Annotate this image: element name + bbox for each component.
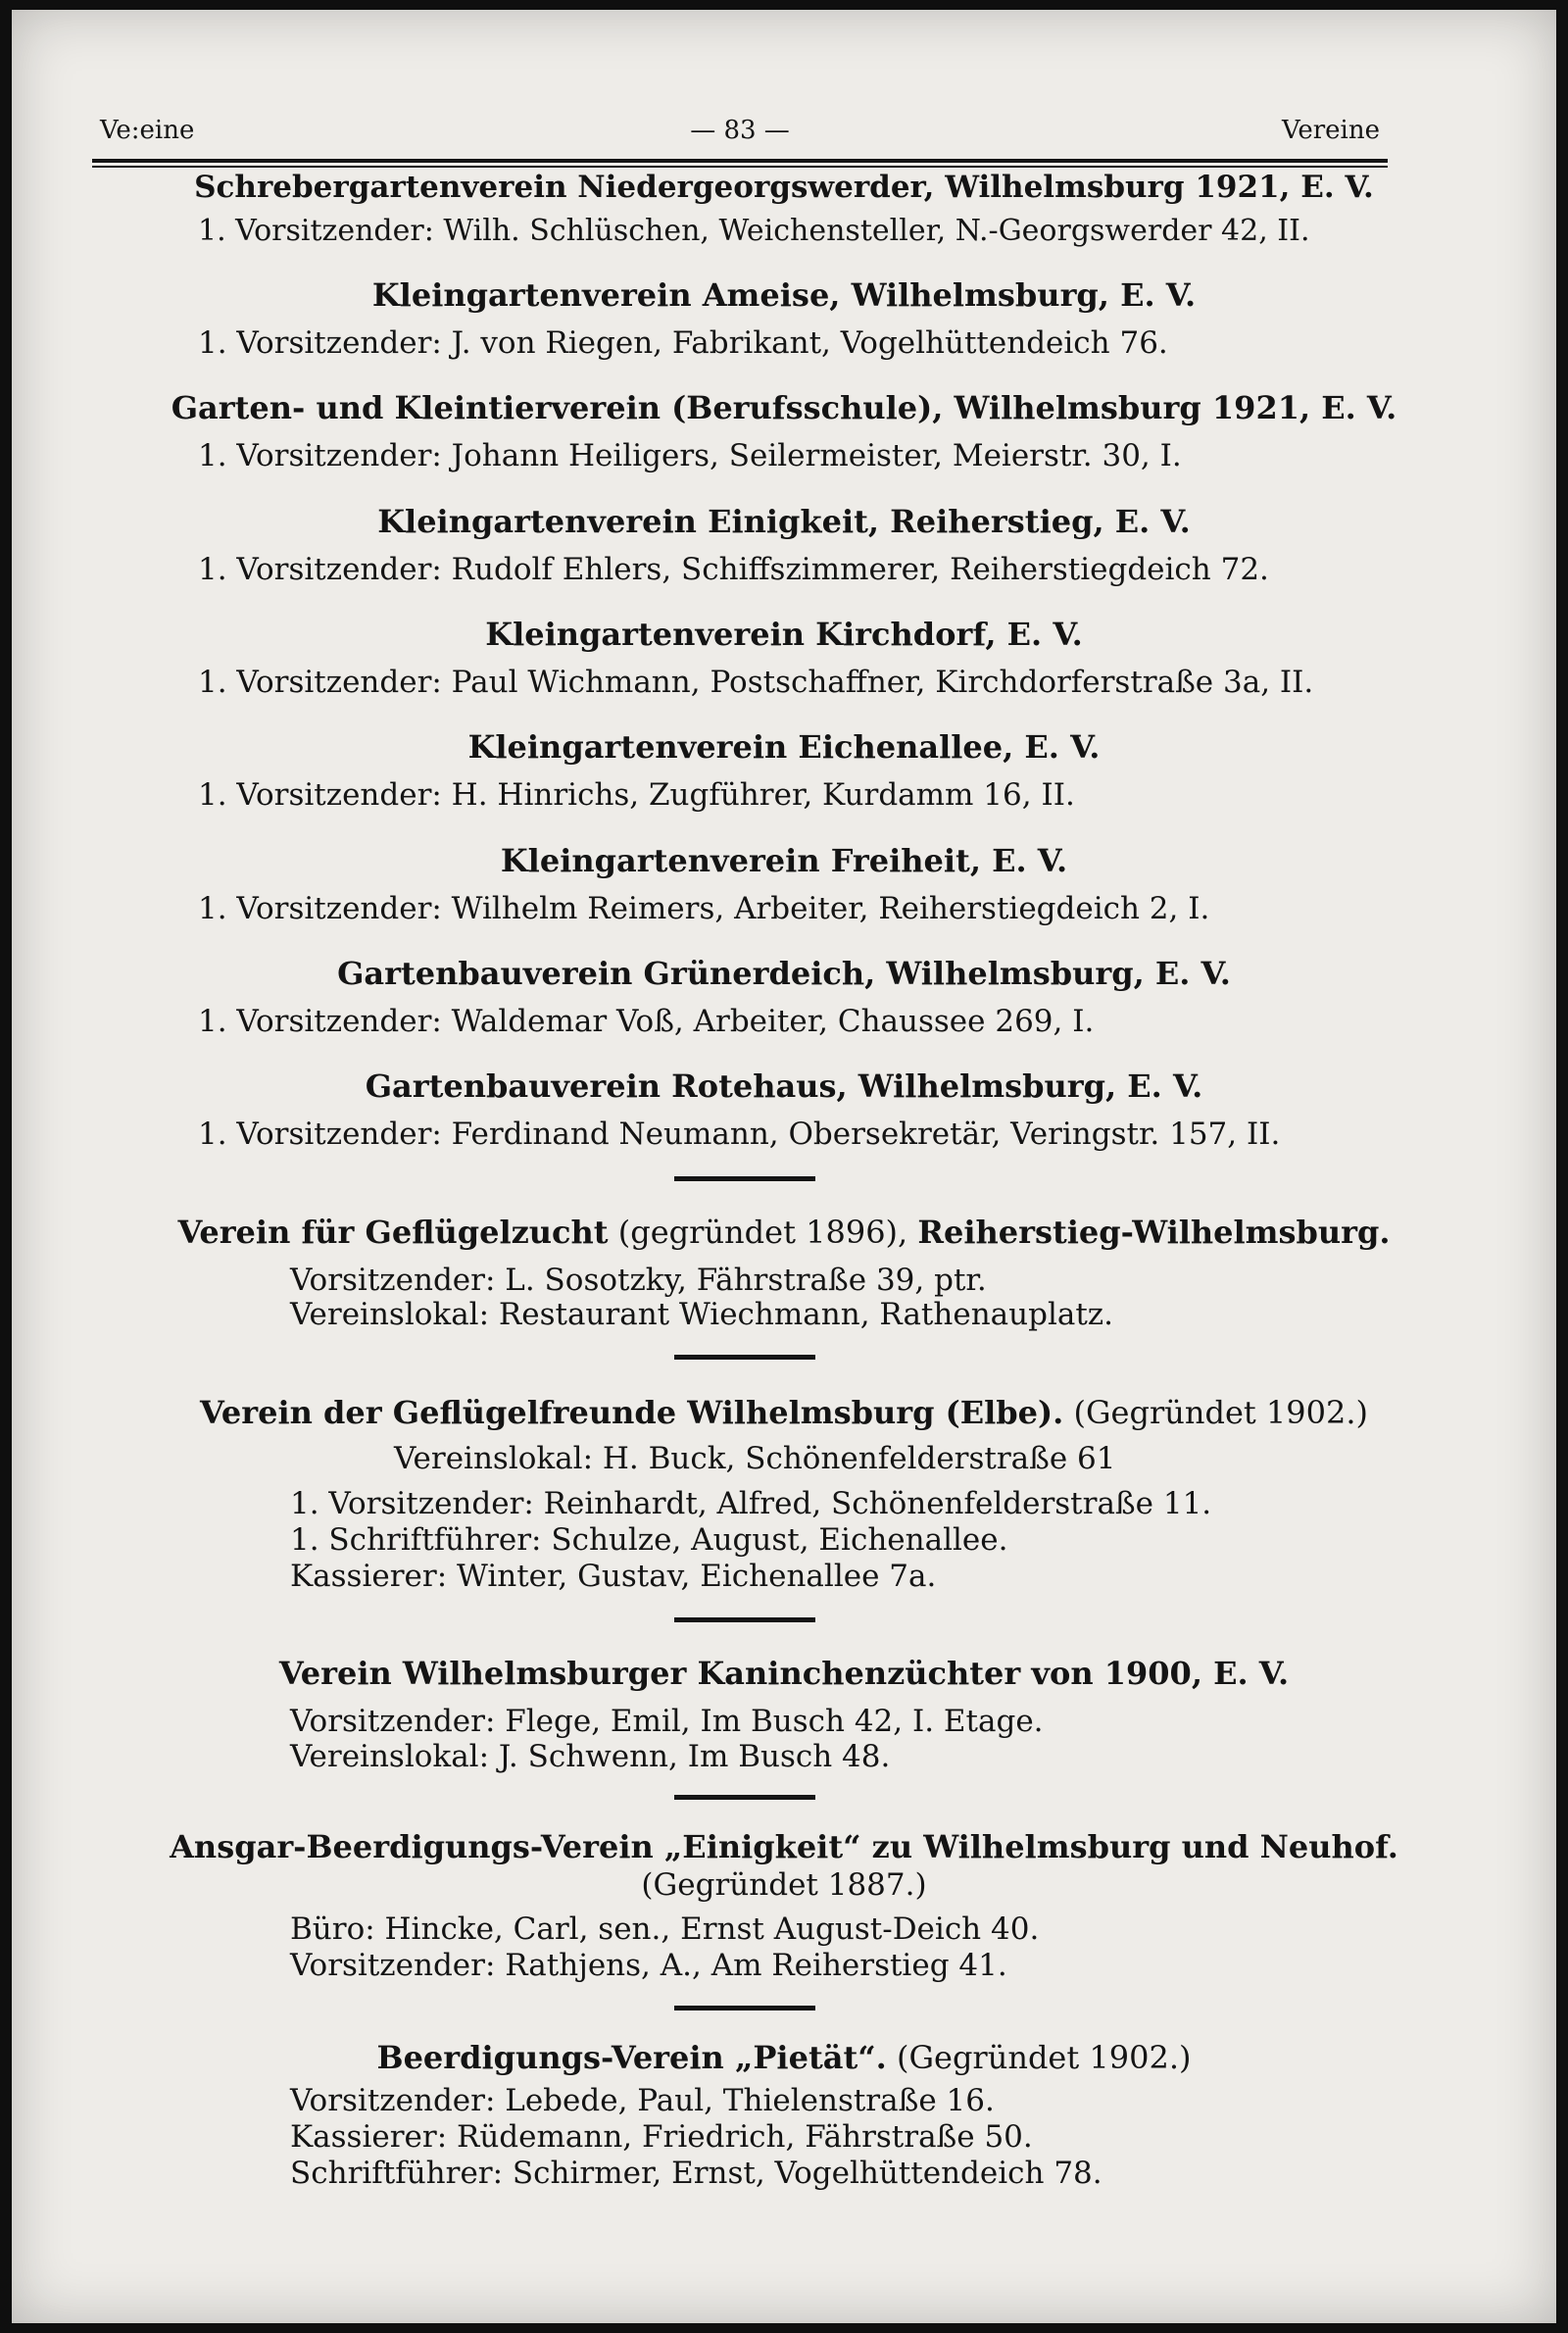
poultry-friends-line: 1. Schriftführer: Schulze, August, Eichenallee. <box>290 1522 1008 1558</box>
section-separator <box>674 1795 815 1800</box>
club-chair-line: 1. Vorsitzender: Waldemar Voß, Arbeiter, Chaussee 269, I. <box>198 1004 1095 1039</box>
club-title: Garten- und Kleintierverein (Berufsschule), Wilhelmsburg 1921, E. V. <box>171 389 1397 426</box>
burial-club-line: Vorsitzender: Rathjens, A., Am Reiherstieg 41. <box>290 1948 1007 1983</box>
poultry-friends-line: Vereinslokal: H. Buck, Schönenfelderstraße 61 <box>394 1441 1116 1476</box>
poultry-friends-line: Kassierer: Winter, Gustav, Eichenallee 7a. <box>290 1559 937 1594</box>
club-title: Gartenbauverein Rotehaus, Wilhelmsburg, E. V. <box>365 1067 1203 1105</box>
club-chair-line: 1. Vorsitzender: Rudolf Ehlers, Schiffszimmerer, Reiherstiegdeich 72. <box>198 552 1269 587</box>
club-chair-line: 1. Vorsitzender: Wilh. Schlüschen, Weichensteller, N.-Georgswerder 42, II. <box>198 214 1310 248</box>
section-separator <box>674 1617 815 1622</box>
poultry-club-place: Reiherstieg-Wilhelmsburg. <box>917 1214 1391 1251</box>
burial-club-title: Ansgar-Beerdigungs-Verein „Einigkeit“ zu Wilhelmsburg und Neuhof. <box>170 1828 1398 1865</box>
club-title: Gartenbauverein Grünerdeich, Wilhelmsburg, E. V. <box>337 955 1231 992</box>
pietaet-club-title <box>12 2039 1556 2076</box>
section-separator <box>674 1176 815 1181</box>
club-chair-line: 1. Vorsitzender: Wilhelm Reimers, Arbeiter, Reiherstiegdeich 2, I. <box>198 891 1210 926</box>
club-chair-line: 1. Vorsitzender: Johann Heiligers, Seilermeister, Meierstr. 30, I. <box>198 438 1182 473</box>
poultry-friends-founded: (Gegründet 1902.) <box>1063 1394 1369 1431</box>
pietaet-club-line: Schriftführer: Schirmer, Ernst, Vogelhüttendeich 78. <box>290 2156 1102 2191</box>
rabbit-club-title: Verein Wilhelmsburger Kaninchenzüchter von 1900, E. V. <box>278 1655 1290 1692</box>
page-number: — 83 — <box>690 116 790 145</box>
club-chair-line: 1. Vorsitzender: H. Hinrichs, Zugführer, Kurdamm 16, II. <box>198 777 1075 813</box>
burial-club-founded: (Gegründet 1887.) <box>641 1867 927 1903</box>
club-title: Kleingartenverein Einigkeit, Reiherstieg, E. V. <box>377 503 1191 540</box>
running-head <box>92 116 1388 155</box>
running-head-right: Vereine <box>1281 116 1380 145</box>
pietaet-club-name: Beerdigungs-Verein „Pietät“. <box>376 2039 887 2076</box>
poultry-club-title <box>12 1214 1556 1251</box>
section-separator <box>674 1355 815 1360</box>
rabbit-club-line: Vorsitzender: Flege, Emil, Im Busch 42, I. Etage. <box>290 1704 1044 1739</box>
club-title: Kleingartenverein Ameise, Wilhelmsburg, E. V. <box>371 276 1197 314</box>
club-chair-line: 1. Vorsitzender: J. von Riegen, Fabrikant, Vogelhüttendeich 76. <box>198 325 1168 361</box>
running-head-left: Ve:eine <box>100 116 195 145</box>
poultry-friends-title <box>12 1394 1556 1431</box>
pietaet-club-line: Kassierer: Rüdemann, Friedrich, Fährstraße 50. <box>290 2119 1033 2155</box>
poultry-club-name: Verein für Geflügelzucht <box>177 1214 609 1251</box>
club-title: Schrebergartenverein Niedergeorgswerder, Wilhelmsburg 1921, E. V. <box>194 170 1374 205</box>
poultry-friends-name: Verein der Geflügelfreunde Wilhelmsburg (Elbe). <box>199 1394 1064 1431</box>
header-rule <box>92 159 1388 163</box>
pietaet-club-line: Vorsitzender: Lebede, Paul, Thielenstraße 16. <box>290 2083 995 2118</box>
club-title: Kleingartenverein Eichenallee, E. V. <box>467 728 1101 766</box>
club-chair-line: 1. Vorsitzender: Ferdinand Neumann, Obersekretär, Veringstr. 157, II. <box>198 1117 1281 1152</box>
book-page <box>12 10 1556 2323</box>
burial-club-line: Büro: Hincke, Carl, sen., Ernst August-Deich 40. <box>290 1911 1040 1947</box>
club-title: Kleingartenverein Freiheit, E. V. <box>500 842 1068 879</box>
pietaet-club-founded: (Gegründet 1902.) <box>886 2039 1192 2076</box>
poultry-club-line: Vorsitzender: L. Sosotzky, Fährstraße 39, ptr. <box>290 1263 987 1298</box>
header-rule-thin <box>92 166 1388 168</box>
rabbit-club-line: Vereinslokal: J. Schwenn, Im Busch 48. <box>290 1739 891 1774</box>
poultry-friends-line: 1. Vorsitzender: Reinhardt, Alfred, Schönenfelderstraße 11. <box>290 1486 1212 1521</box>
poultry-club-founded: (gegründet 1896), <box>608 1214 918 1251</box>
poultry-club-line: Vereinslokal: Restaurant Wiechmann, Rathenauplatz. <box>290 1297 1113 1332</box>
section-separator <box>674 2006 815 2010</box>
club-chair-line: 1. Vorsitzender: Paul Wichmann, Postschaffner, Kirchdorferstraße 3a, II. <box>198 665 1314 700</box>
club-title: Kleingartenverein Kirchdorf, E. V. <box>485 616 1083 653</box>
